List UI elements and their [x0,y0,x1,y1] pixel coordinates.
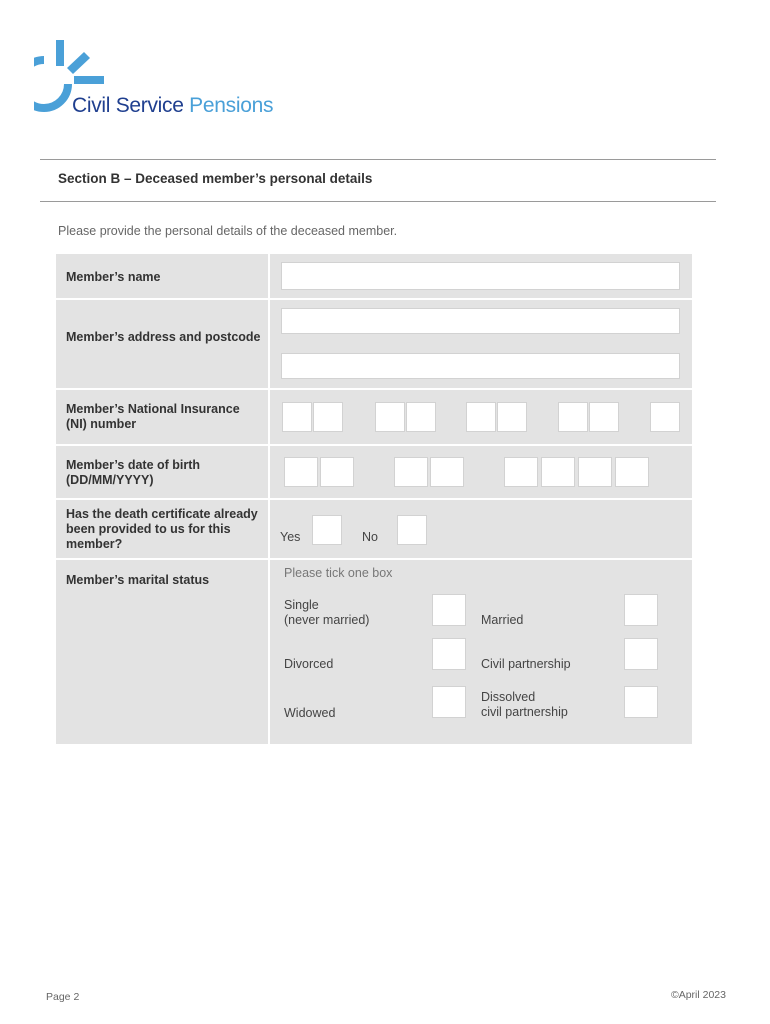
dob-day-box-1[interactable] [284,457,318,487]
single-label: Single (never married) [284,598,370,627]
civil-partnership-checkbox[interactable] [624,638,658,670]
section-title: Section B – Deceased member’s personal details [58,171,373,186]
member-dob-label: Member’s date of birth (DD/MM/YYYY) [66,458,201,487]
no-label: No [362,530,378,544]
ni-box-9[interactable] [650,402,680,432]
section-intro: Please provide the personal details of the deceased member. [58,224,398,238]
section-top-divider [40,159,716,160]
section-bottom-divider [40,201,716,202]
brand-pensions: Pensions [189,94,274,117]
single-checkbox[interactable] [432,594,466,626]
member-ni-row [56,390,692,444]
ni-box-3[interactable] [375,402,405,432]
widowed-label: Widowed [284,706,336,720]
ni-box-4[interactable] [406,402,436,432]
brand-civil-service: Civil Service [72,94,184,117]
marital-status-row [56,560,692,744]
dob-month-box-1[interactable] [394,457,428,487]
dissolved-civil-partnership-label: Dissolved civil partnership [481,690,568,719]
death-certificate-yes-checkbox[interactable] [312,515,342,545]
death-certificate-no-checkbox[interactable] [397,515,427,545]
dob-day-box-2[interactable] [320,457,354,487]
widowed-checkbox[interactable] [432,686,466,718]
marital-status-hint: Please tick one box [284,566,393,580]
divorced-label: Divorced [284,657,334,671]
ni-box-2[interactable] [313,402,343,432]
marital-status-label: Member’s marital status [66,573,210,587]
member-address-row [56,300,692,388]
dob-year-box-3[interactable] [578,457,612,487]
ni-box-7[interactable] [558,402,588,432]
married-label: Married [481,613,524,627]
dob-month-box-2[interactable] [430,457,464,487]
married-checkbox[interactable] [624,594,658,626]
member-dob-row [56,446,692,498]
dob-year-box-1[interactable] [504,457,538,487]
member-name-label: Member’s name [66,270,161,284]
member-name-input[interactable] [281,262,680,290]
dob-year-box-2[interactable] [541,457,575,487]
ni-box-6[interactable] [497,402,527,432]
member-address-label: Member’s address and postcode [66,330,261,344]
death-certificate-row [56,500,692,558]
divorced-checkbox[interactable] [432,638,466,670]
ni-box-1[interactable] [282,402,312,432]
copyright-date: ©April 2023 [670,989,726,1001]
page-number: Page 2 [46,991,80,1003]
dob-year-box-4[interactable] [615,457,649,487]
member-ni-label: Member’s National Insurance (NI) number [66,402,240,431]
brand-name [72,94,273,118]
member-address-line1-input[interactable] [281,308,680,334]
civil-partnership-label: Civil partnership [481,657,571,671]
member-address-line2-input[interactable] [281,353,680,379]
ni-box-8[interactable] [589,402,619,432]
death-certificate-label: Has the death certificate already been provided to us for this member? [66,507,258,551]
ni-box-5[interactable] [466,402,496,432]
member-name-row [56,254,692,298]
dissolved-civil-partnership-checkbox[interactable] [624,686,658,718]
yes-label: Yes [280,530,301,544]
civil-service-pensions-logo [34,38,294,122]
